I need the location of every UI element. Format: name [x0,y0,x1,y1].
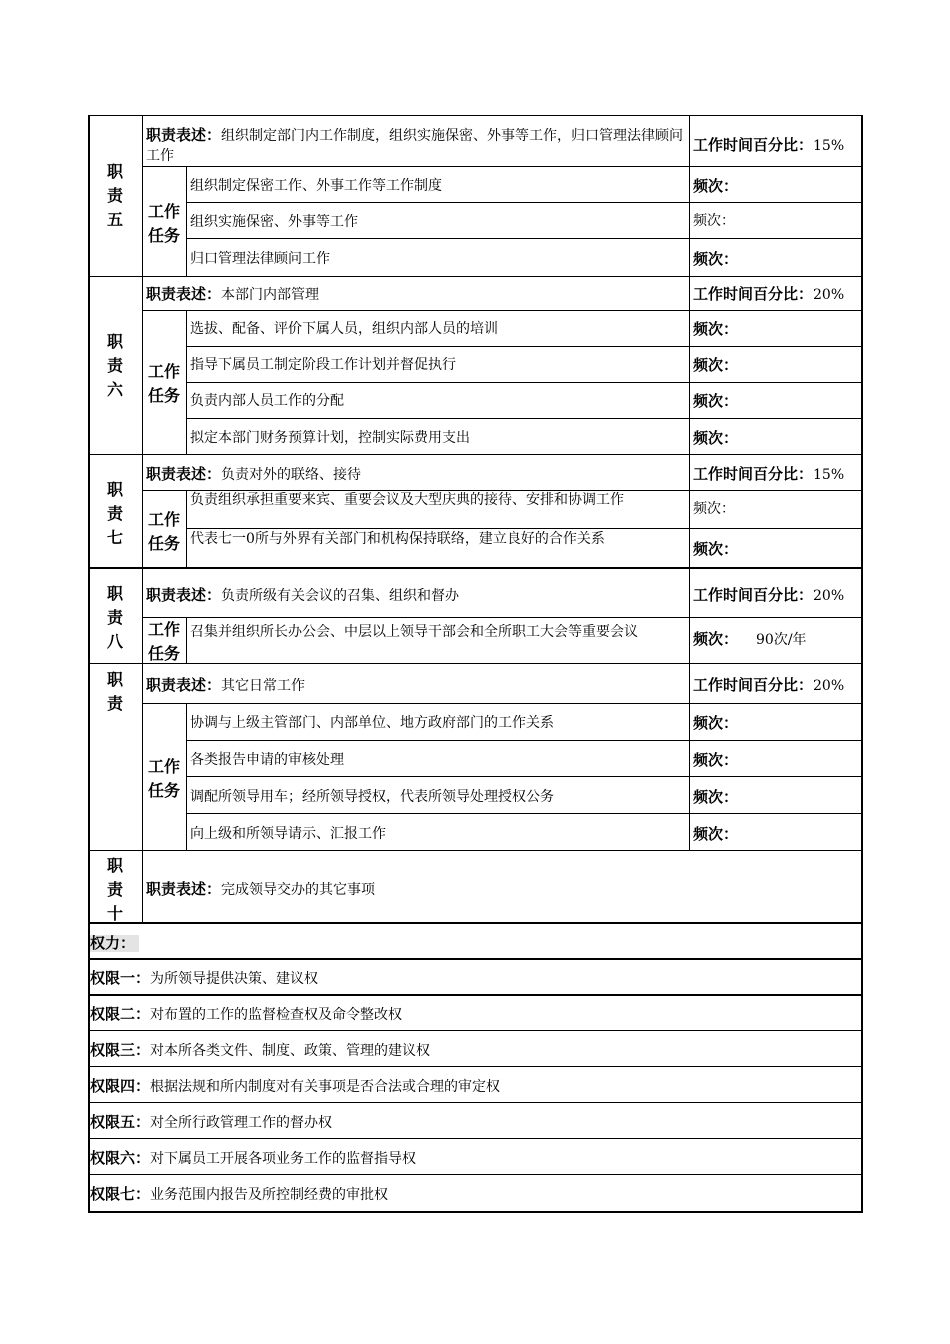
duty-description [146,587,459,605]
freq-label: 频次： [693,751,739,769]
desc-text: 负责对外的联络、接待 [221,467,362,483]
row-line [186,418,863,419]
freq-label: 频次： [693,429,739,447]
freq-label: 频次： [693,714,739,732]
authority-label: 权限三： [90,1041,151,1059]
authority-text: 对布置的工作的监督检查权及命令整改权 [150,1007,403,1023]
authority-title: 权力： [90,935,139,952]
row-line [186,382,863,383]
desc-label: 职责表述： [146,880,222,898]
row-line [186,346,863,347]
time-percentage [693,587,844,605]
task-text: 协调与上级主管部门、内部单位、地方政府部门的工作关系 [190,715,554,731]
desc-text: 其它日常工作 [221,678,306,694]
authority-item [90,1186,388,1204]
time-percentage [693,137,844,155]
duty-label: 职 责 八 [106,584,123,651]
row-line [142,490,863,491]
task-text: 组织制定保密工作、外事工作等工作制度 [190,178,442,194]
row-line [186,202,863,203]
task-text: 各类报告申请的审核处理 [190,752,344,768]
duty-label: 职 责 七 [106,480,123,547]
authority-item [90,1114,332,1132]
task-text: 向上级和所领导请示、汇报工作 [190,826,386,842]
row-line [88,115,863,116]
task-label: 工作 任务 [147,757,180,800]
pct-value: 15% [813,138,845,154]
row-line [88,567,863,569]
desc-text: 组织制定部门内工作制度，组织实施保密、外事等工作，归口管理法律顾问工作 [146,128,684,164]
freq-label: 频次： [693,356,739,374]
duty-label: 职 责 [106,670,123,713]
pct-value: 15% [813,467,845,483]
row-line [88,454,863,455]
task-text: 归口管理法律顾问工作 [190,251,330,267]
duty-description [146,286,319,304]
desc-text: 本部门内部管理 [221,287,320,303]
duty-description [146,881,375,899]
freq-label: 频次： [693,392,739,410]
task-text: 负责组织承担重要来宾、重要会议及大型庆典的接待、安排和协调工作 [190,492,624,508]
task-text: 召集并组织所长办公会、中层以上领导干部会和全所职工大会等重要会议 [190,624,638,640]
row-line [142,166,863,167]
row-line [186,813,863,814]
pct-label: 工作时间百分比： [693,136,814,154]
freq-label: 频次： [693,630,739,648]
row-line [88,1066,863,1067]
row-line [142,310,863,311]
row-line [88,1138,863,1139]
desc-text: 完成领导交办的其它事项 [221,882,376,898]
frequency [693,631,807,649]
task-text: 组织实施保密、外事等工作 [190,214,358,230]
task-text: 代表七一0所与外界有关部门和机构保持联络，建立良好的合作关系 [190,531,605,547]
task-text: 拟定本部门财务预算计划，控制实际费用支出 [190,430,470,446]
pct-value: 20% [813,588,845,604]
duty-description [146,125,686,166]
row-line [186,528,863,529]
authority-text: 对全所行政管理工作的督办权 [150,1115,333,1131]
pct-label: 工作时间百分比： [693,586,814,604]
freq-label: 频次： [693,540,739,558]
freq-label: 频次： [693,177,739,195]
duty-label-clip [90,852,142,922]
column-divider-label [142,115,143,924]
authority-item [90,1006,402,1024]
desc-label: 职责表述： [146,285,222,303]
row-line [88,922,863,924]
row-line [186,776,863,777]
freq-label: 频次： [693,250,739,268]
authority-label: 权限四： [90,1077,151,1095]
pct-value: 20% [813,287,845,303]
task-text: 调配所领导用车；经所领导授权，代表所领导处理授权公务 [190,789,554,805]
row-line [88,1174,863,1175]
row-line [142,617,863,618]
authority-label: 权限七： [90,1185,151,1203]
authority-label: 权限五： [90,1113,151,1131]
duty-description [146,677,305,695]
authority-text: 对下属员工开展各项业务工作的监督指导权 [150,1151,417,1167]
duty-label-clip [90,664,142,713]
task-label: 工作 任务 [147,362,180,405]
time-percentage [693,286,844,304]
desc-label: 职责表述： [146,126,222,144]
row-line [88,850,863,851]
pct-value: 20% [813,678,845,694]
task-text: 负责内部人员工作的分配 [190,393,344,409]
desc-label: 职责表述： [146,586,222,604]
freq-label: 频次： [693,501,735,517]
row-line [88,1102,863,1103]
duty-label: 职 责 五 [106,162,123,229]
row-line [186,740,863,741]
desc-text: 负责所级有关会议的召集、组织和督办 [221,588,460,604]
authority-label: 权限二： [90,1005,151,1023]
table-border-right [861,115,863,1213]
pct-label: 工作时间百分比： [693,465,814,483]
task-label: 工作 任务 [147,202,180,245]
freq-label: 频次： [693,320,739,338]
time-percentage [693,677,844,695]
row-line [88,958,863,960]
row-line [88,276,863,277]
pct-label: 工作时间百分比： [693,285,814,303]
row-line [186,238,863,239]
freq-label: 频次： [693,788,739,806]
duty-label: 职 责 十 [106,856,123,923]
desc-label: 职责表述： [146,676,222,694]
freq-label: 频次： [693,825,739,843]
authority-item [90,1150,416,1168]
authority-label: 权限一： [90,969,151,987]
row-line [88,994,863,996]
authority-text: 对本所各类文件、制度、政策、管理的建议权 [150,1043,431,1059]
task-text: 指导下属员工制定阶段工作计划并督促执行 [190,357,456,373]
row-line [88,663,863,664]
desc-label: 职责表述： [146,465,222,483]
time-percentage [693,466,844,484]
duty-label: 职 责 六 [106,332,123,399]
authority-item [90,1042,430,1060]
task-label: 工作 任务 [147,510,180,553]
column-divider-task [186,166,187,276]
column-divider-task [186,617,187,663]
task-label: 工作 任务 [147,620,180,663]
authority-text: 为所领导提供决策、建议权 [150,971,319,987]
pct-label: 工作时间百分比： [693,676,814,694]
row-line [88,1030,863,1031]
task-text: 选拔、配备、评价下属人员，组织内部人员的培训 [190,321,498,337]
row-line [88,1211,863,1213]
authority-label: 权限六： [90,1149,151,1167]
row-line [142,703,863,704]
authority-text: 根据法规和所内制度对有关事项是否合法或合理的审定权 [150,1079,501,1095]
freq-label: 频次： [693,213,735,229]
authority-text: 业务范围内报告及所控制经费的审批权 [150,1187,389,1203]
authority-item [90,1078,500,1096]
freq-value: 90次/年 [756,632,807,648]
duty-description [146,466,361,484]
authority-item [90,970,318,988]
